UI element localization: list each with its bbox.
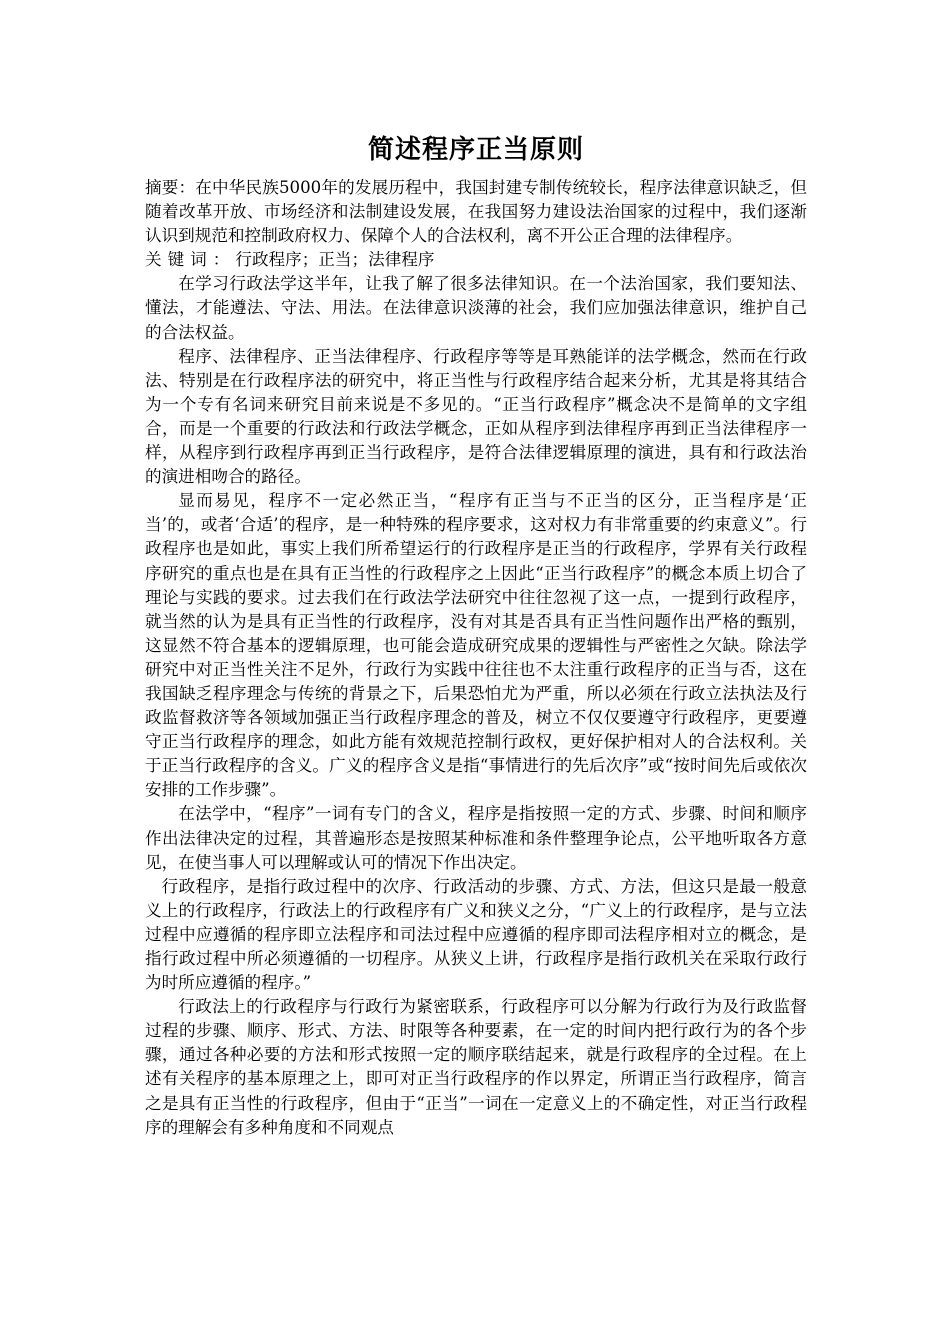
body-paragraph-3: 显而易见，程序不一定必然正当，“程序有正当与不正当的区分，正当程序是‘正当’的，或者‘合适’的程序，是一种特殊的程序要求，这对权力有非常重要的约束意义”。行政程序也是如此，事实上我们所希望运行的行政程序是正当的行政程序，学界有关行政程序研究的重点也是在具有正当性的行政程序之上因此“正当行政程序”的概念本质上切合了理论与实践的要求。过去我们在行政法学法研究中往往忽视了这一点，一提到行政程序，就当然的认为是具有正当性的行政程序，没有对其是否具有正当性问题作出严格的甄别，这显然不符合基本的逻辑原理，也可能会造成研究成果的逻辑性与严密性之欠缺。除法学研究中对正当性关注不足外，行政行为实践中往往也不太注重行政程序的正当与否，这在我国缺乏程序理念与传统的背景之下，后果恐怕尤为严重，所以必须在行政立法执法及行政监督救济等各领域加强正当行政程序理念的普及，树立不仅仅要遵守行政程序，更要遵守正当行政程序的理念，如此方能有效规范控制行政权，更好保护相对人的合法权利。关于正当行政程序的含义。广义的程序含义是指“事情进行的先后次序”或“按时间先后或依次安排的工作步骤”。 (145, 491, 807, 800)
body-paragraph-2: 程序、法律程序、正当法律程序、行政程序等等是耳熟能详的法学概念，然而在行政法、特别是在行政程序法的研究中，将正当性与行政程序结合起来分析，尤其是将其结合为一个专有名词来研究目前来说是不多见的。“正当行政程序”概念决不是简单的文字组合，而是一个重要的行政法和行政法学概念，正如从程序到法律程序再到正当法律程序一样，从程序到行政程序再到正当行政程序，是符合法律逻辑原理的演进，具有和行政法治的演进相吻合的路径。 (145, 346, 807, 487)
document-page (145, 130, 807, 1140)
body-paragraph-6: 行政法上的行政程序与行政行为紧密联系，行政程序可以分解为行政行为及行政监督过程的步骤、顺序、形式、方法、时限等各种要素，在一定的时间内把行政行为的各个步骤，通过各种必要的方法和形式按照一定的顺序联结起来，就是行政程序的全过程。在上述有关程序的基本原理之上，即可对正当行政程序的作以界定，所谓正当行政程序，简言之是具有正当性的行政程序，但由于“正当”一词在一定意义上的不确定性，对正当行政程序的理解会有多种角度和不同观点 (145, 997, 807, 1137)
keywords-text: 行政程序；正当；法律程序 (235, 250, 435, 270)
body-paragraph-5: 行政程序，是指行政过程中的次序、行政活动的步骤、方式、方法，但这只是最一般意义上的行政程序，行政法上的行政程序有广义和狭义之分，“广义上的行政程序，是与立法过程中应遵循的程序即立法程序和司法过程中应遵循的程序即司法程序相对立的概念，是指行政过程中所必须遵循的一切程序。从狭义上讲，行政程序是指行政机关在采取行政行为时所应遵循的程序。” (145, 876, 807, 993)
body-paragraph-1: 在学习行政法学这半年，让我了解了很多法律知识。在一个法治国家，我们要知法、懂法，才能遵法、守法、用法。在法律意识淡薄的社会，我们应加强法律意识，维护自己的合法权益。 (145, 274, 807, 342)
keywords-line (145, 248, 807, 272)
body-paragraph-4: 在法学中，“程序”一词有专门的含义，程序是指按照一定的方式、步骤、时间和顺序作出法律决定的过程，其普遍形态是按照某种标准和条件整理争论点，公平地听取各方意见，在使当事人可以理解或认可的情况下作出决定。 (145, 804, 807, 872)
document-title: 简述程序正当原则 (367, 135, 584, 165)
keywords-label: 关键词： (145, 250, 236, 270)
abstract: 摘要：在中华民族5000年的发展历程中，我国封建专制传统较长，程序法律意识缺乏，但随着改革开放、市场经济和法制建设发展，在我国努力建设法治国家的过程中，我们逐渐认识到规范和控制政府权力、保障个人的合法权利，离不开公正合理的法律程序。 (145, 178, 807, 246)
